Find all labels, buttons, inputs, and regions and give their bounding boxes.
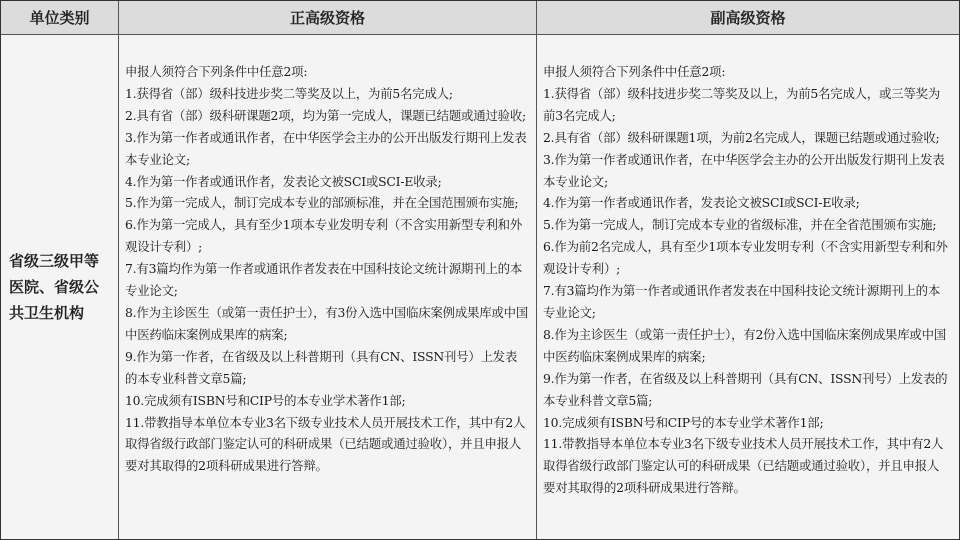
senior-item: 4.作为第一作者或通讯作者，发表论文被SCI或SCI-E收录; (125, 173, 442, 189)
associate-item: 4.作为第一作者或通讯作者，发表论文被SCI或SCI-E收录; (543, 195, 860, 211)
senior-item: 2.具有省（部）级科研课题2项，均为第一完成人，课题已结题或通过验收; (125, 107, 526, 123)
senior-item: 11.带教指导本单位本专业3名下级专业技术人员开展技术工作，其中有2人取得省级行政部门鉴定认可的科研成果（已结题或通过验收），并且申报人要对其取得的2项科研成果进行答辩。 (125, 414, 526, 474)
associate-item: 7.有3篇均作为第一作者或通讯作者发表在中国科技论文统计源期刊上的本专业论文; (543, 283, 941, 320)
header-category: 单位类别 (1, 1, 119, 35)
associate-item: 11.带教指导本单位本专业3名下级专业技术人员开展技术工作，其中有2人取得省级行政部门鉴定认可的科研成果（已结题或通过验收），并且申报人要对其取得的2项科研成果进行答辩。 (543, 436, 944, 496)
associate-item: 5.作为第一完成人，制订完成本专业的省级标准，并在全省范围颁布实施; (543, 217, 937, 233)
associate-requirements (537, 35, 959, 539)
associate-intro: 申报人须符合下列条件中任意2项: (543, 64, 726, 79)
associate-item: 6.作为前2名完成人，具有至少1项本专业发明专利（不含实用新型专利和外观设计专利）; (543, 239, 948, 277)
associate-item: 8.作为主诊医生（或第一责任护士），有2份入选中国临床案例成果库或中国中医药临床案例成果库的病案; (543, 326, 947, 364)
senior-intro: 申报人须符合下列条件中任意2项: (125, 64, 308, 79)
senior-item: 6.作为第一完成人，具有至少1项本专业发明专利（不含实用新型专利和外观设计专利）; (125, 217, 523, 255)
associate-item: 2.具有省（部）级科研课题1项，为前2名完成人，课题已结题或通过验收; (543, 129, 940, 145)
associate-item: 1.获得省（部）级科技进步奖二等奖及以上，为前5名完成人，或三等奖为前3名完成人; (543, 85, 941, 123)
associate-item: 10.完成须有ISBN号和CIP号的本专业学术著作1部; (543, 414, 824, 430)
senior-item: 7.有3篇均作为第一作者或通讯作者发表在中国科技论文统计源期刊上的本专业论文; (125, 261, 523, 299)
category-cell (1, 35, 119, 539)
senior-item: 3.作为第一作者或通讯作者，在中华医学会主办的公开出版发行期刊上发表本专业论文; (125, 129, 527, 167)
header-senior: 正高级资格 (119, 1, 537, 35)
senior-item: 5.作为第一完成人，制订完成本专业的部颁标准，并在全国范围颁布实施; (125, 195, 519, 211)
senior-item: 1.获得省（部）级科技进步奖二等奖及以上，为前5名完成人; (125, 85, 453, 101)
senior-item: 8.作为主诊医生（或第一责任护士），有3份入选中国临床案例成果库或中国中医药临床案例成果库的病案; (125, 304, 529, 342)
associate-item: 9.作为第一作者，在省级及以上科普期刊（具有CN、ISSN刊号）上发表的本专业科普文章5篇; (543, 370, 948, 408)
associate-item: 3.作为第一作者或通讯作者，在中华医学会主办的公开出版发行期刊上发表本专业论文; (543, 151, 945, 189)
senior-item: 10.完成须有ISBN号和CIP号的本专业学术著作1部; (125, 392, 406, 408)
category-label: 省级三级甲等医院、省级公共卫生机构 (9, 252, 100, 322)
senior-requirements (119, 35, 537, 539)
header-associate: 副高级资格 (537, 1, 959, 35)
senior-item: 9.作为第一作者，在省级及以上科普期刊（具有CN、ISSN刊号）上发表的本专业科普文章5篇; (125, 348, 518, 386)
